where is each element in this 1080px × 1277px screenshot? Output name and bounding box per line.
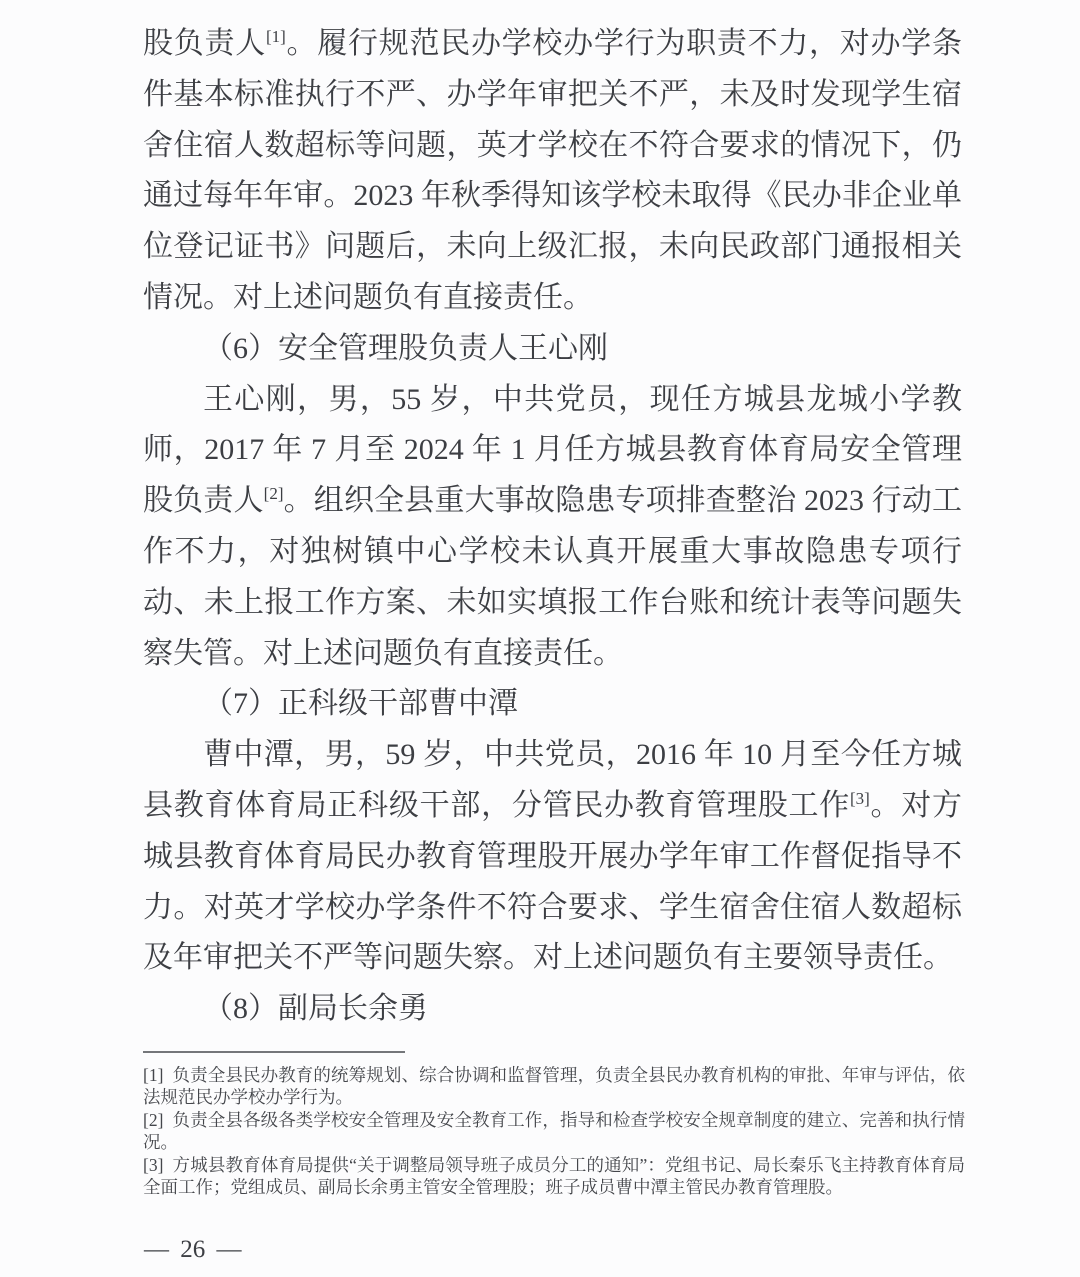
body-text: 王心刚，男，55 岁，中共党员，现任方城县龙城小学教师，2017 年 7 月至 2024 年 1 月任方城县教育体育局安全管理股负责人 (143, 382, 962, 518)
footnote-separator-rule (143, 1051, 405, 1053)
footnote-ref-1: [1] (265, 27, 286, 46)
body-text: 曹中潭，男，59 岁，中共党员，2016 年 10 月至今任方城县教育体育局正科级干部，分管民办教育管理股工作 (143, 738, 962, 822)
body-text: 股负责人 (143, 27, 266, 60)
paragraph-continuation (143, 19, 962, 324)
footnotes-block (143, 1051, 965, 1198)
footnote-3-marker: [3] (143, 1154, 164, 1175)
section-8-heading: （8）副局长余勇 (203, 992, 428, 1026)
document-body (143, 19, 962, 1035)
footnote-1-marker: [1] (143, 1065, 164, 1085)
footnote-2-marker: [2] (143, 1109, 164, 1130)
footnote-3 (143, 1154, 965, 1199)
footnote-1-text: 负责全县民办教育的统筹规划、综合协调和监督管理，负责全县民办教育机构的审批、年审与评估，依法规范民办学校办学行为。 (143, 1065, 965, 1108)
footnote-3-text: 方城县教育体育局提供“关于调整局领导班子成员分工的通知”：党组书记、局长秦乐飞主持教育体育局全面工作；党组成员、副局长余勇主管安全管理股；班子成员曹中潭主管民办教育管理股。 (143, 1154, 965, 1198)
body-text: 。对方城县教育体育局民办教育管理股开展办学年审工作督促指导不力。对英才学校办学条件不符合要求、学生宿舍住宿人数超标及年审把关不严等问题失察。对上述问题负有主要领导责任。 (143, 788, 963, 975)
section-6-heading: （6）安全管理股负责人王心刚 (203, 331, 608, 365)
section-7-heading: （7）正科级干部曹中潭 (203, 687, 518, 721)
footnote-ref-2: [2] (263, 484, 284, 504)
footnote-1 (143, 1064, 965, 1109)
footnote-2 (143, 1109, 965, 1154)
section-7-paragraph (143, 730, 962, 984)
footnote-ref-3: [3] (849, 788, 870, 808)
body-text: 。组织全县重大事故隐患专项排查整治 2023 行动工作不力，对独树镇中心学校未认真开展重大事故隐患专项行动、未上报工作方案、未如实填报工作台账和统计表等问题失察失管。对上述问题负有直接责任。 (143, 484, 963, 670)
body-text: 。履行规范民办学校办学行为职责不力，对办学条件基本标准执行不严、办学年审把关不严，未及时发现学生宿舍住宿人数超标等问题，英才学校在不符合要求的情况下，仍通过每年年审。2023 年秋季得知该学校未取得《民办非企业单位登记证书》问题后，未向上级汇报，未向民政部门通报相关情况。对上述问题负有直接责任。 (143, 27, 963, 314)
section-6-paragraph (143, 375, 962, 680)
page-number: — 26 — (144, 1236, 242, 1263)
footnote-2-text: 负责全县各级各类学校安全管理及安全教育工作，指导和检查学校安全规章制度的建立、完善和执行情况。 (143, 1109, 965, 1153)
